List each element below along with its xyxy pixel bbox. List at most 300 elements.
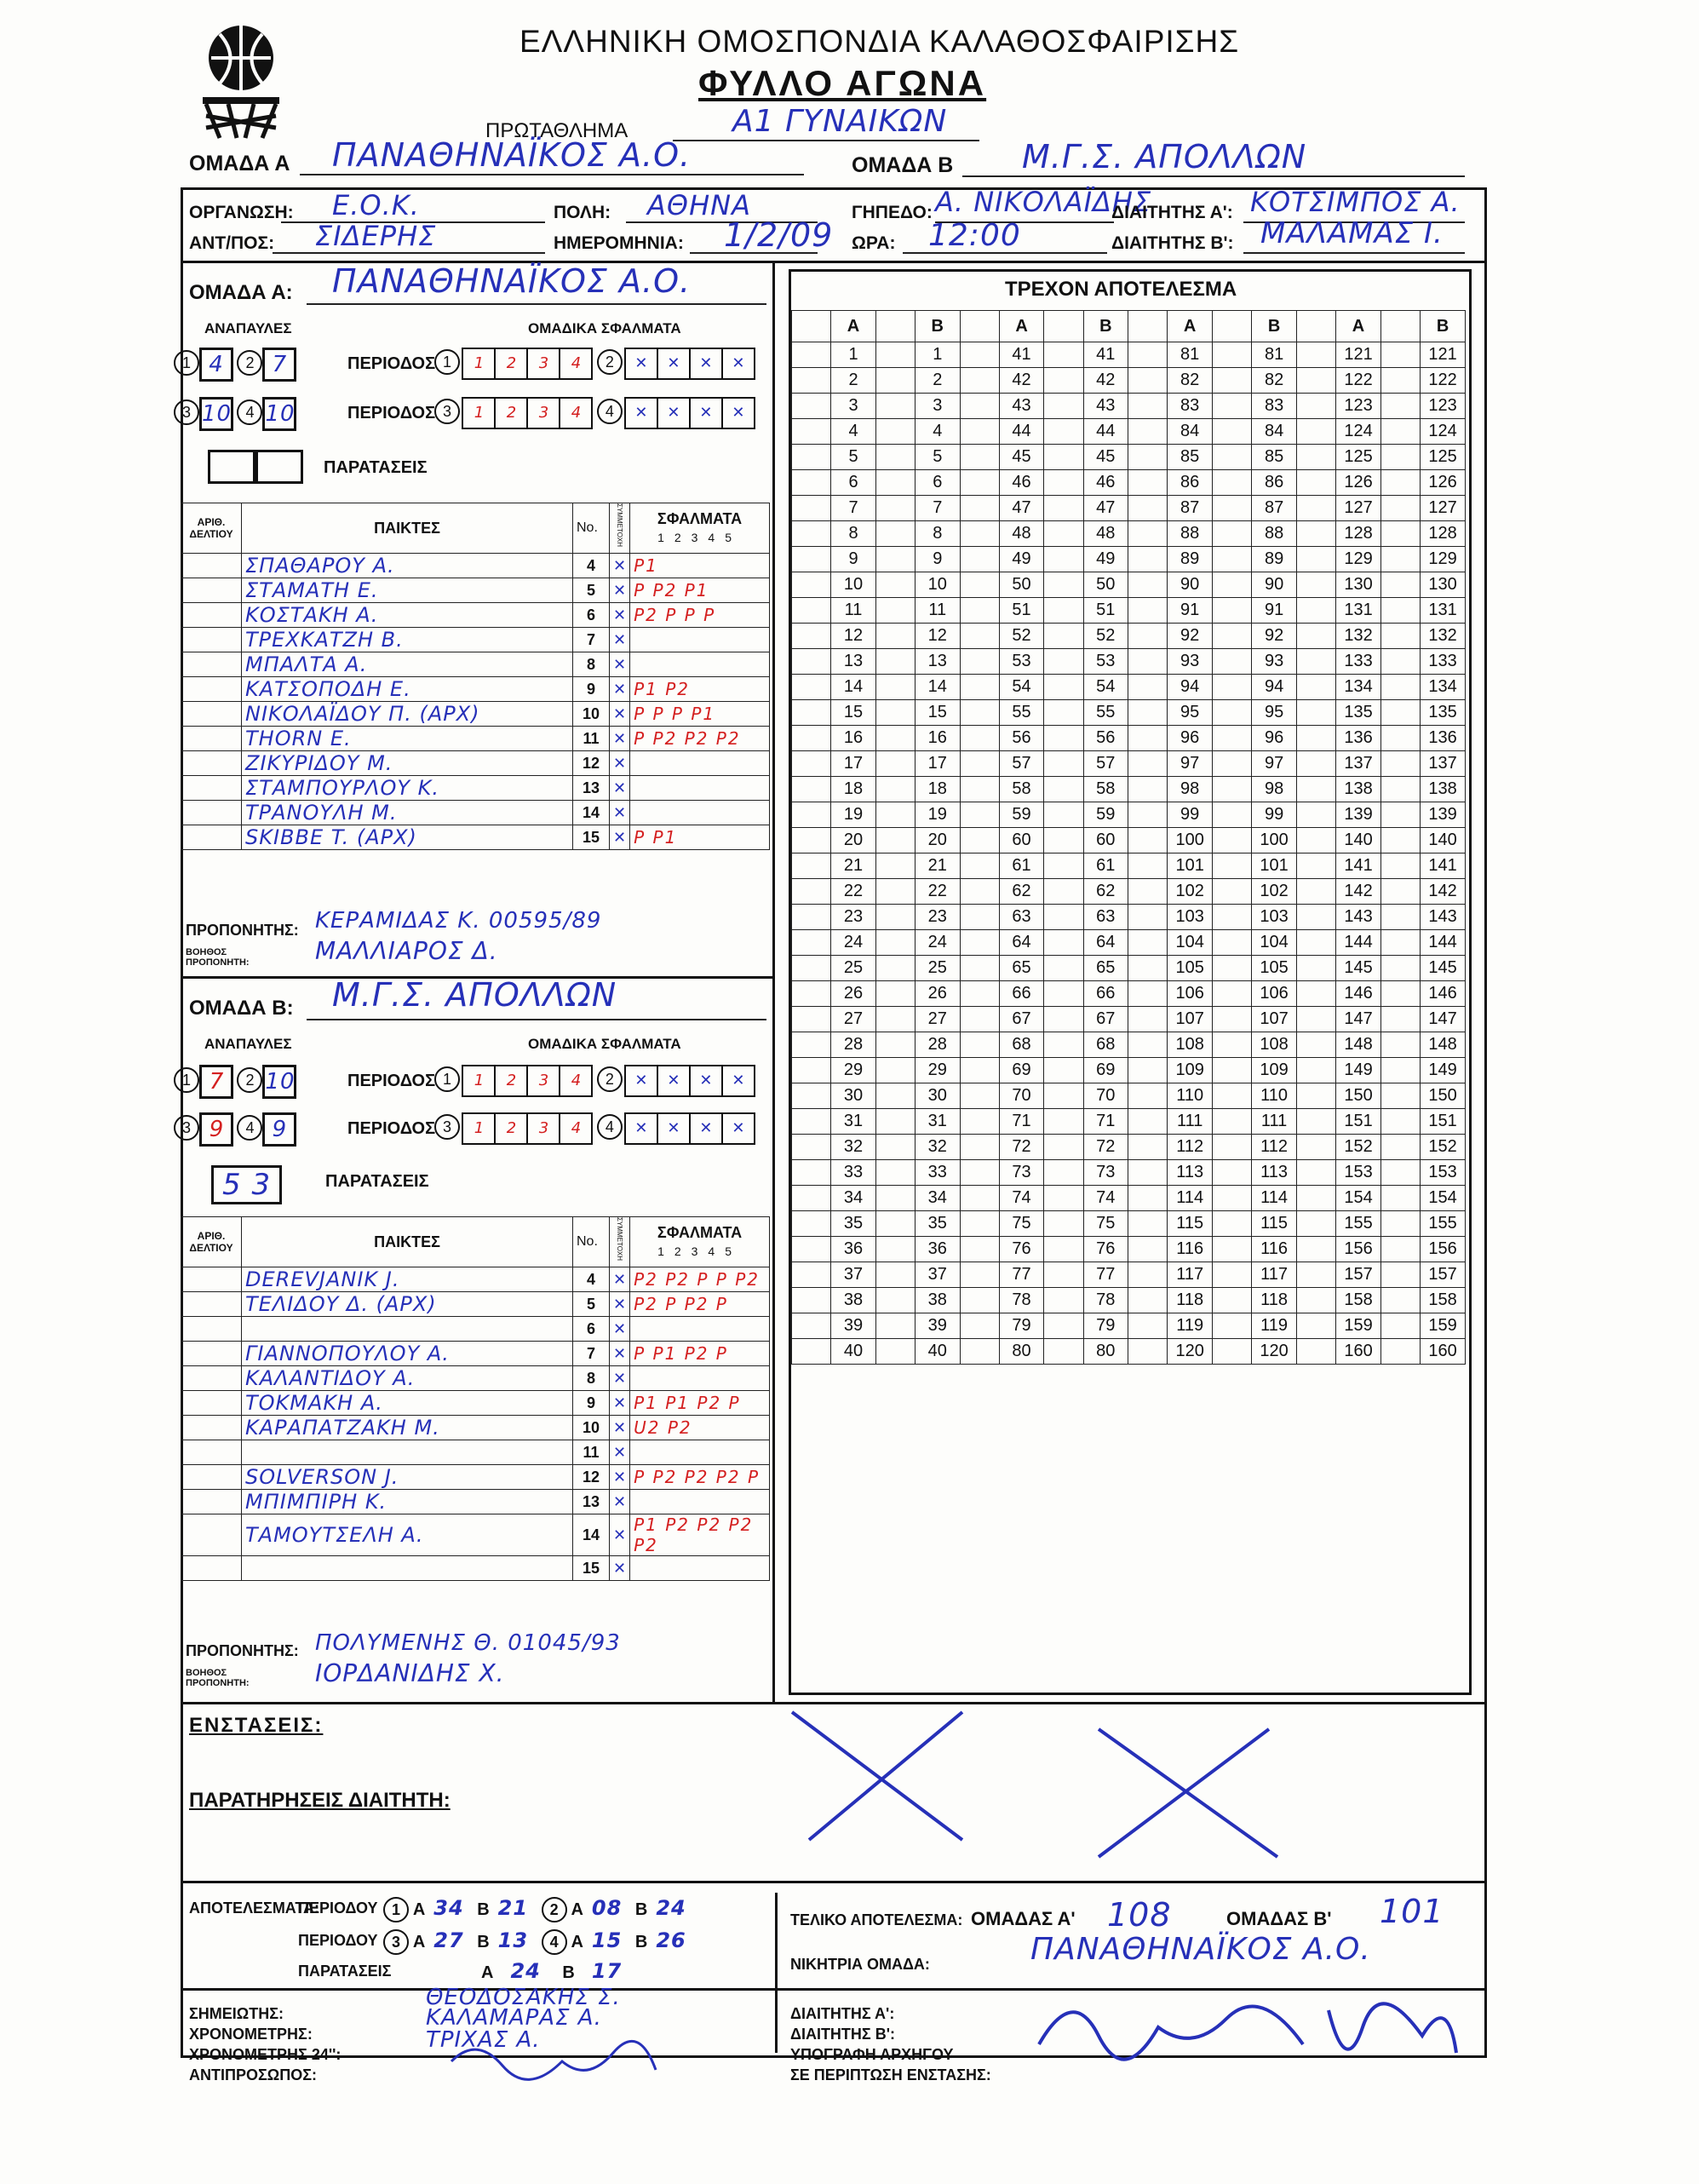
mark-cell[interactable] bbox=[1213, 675, 1252, 700]
score-cell[interactable]: 67 bbox=[1083, 1007, 1128, 1032]
mark-cell[interactable] bbox=[792, 1186, 831, 1211]
mark-cell[interactable] bbox=[1128, 751, 1168, 777]
score-cell[interactable]: 97 bbox=[1168, 751, 1213, 777]
score-cell[interactable]: 144 bbox=[1421, 930, 1466, 956]
score-cell[interactable]: 117 bbox=[1168, 1262, 1213, 1288]
entered-checkbox[interactable]: ✕ bbox=[610, 825, 630, 850]
mark-cell[interactable] bbox=[1044, 726, 1083, 751]
mark-cell[interactable] bbox=[1128, 624, 1168, 649]
score-cell[interactable]: 129 bbox=[1336, 547, 1381, 572]
mark-cell[interactable] bbox=[960, 1109, 999, 1135]
mark-cell[interactable] bbox=[1380, 853, 1420, 879]
score-cell[interactable]: 46 bbox=[1083, 470, 1128, 496]
score-cell[interactable]: 29 bbox=[831, 1058, 876, 1083]
score-cell[interactable]: 81 bbox=[1252, 342, 1297, 368]
score-cell[interactable]: 50 bbox=[999, 572, 1044, 598]
score-cell[interactable]: 143 bbox=[1421, 905, 1466, 930]
score-cell[interactable]: 46 bbox=[999, 470, 1044, 496]
score-cell[interactable]: 56 bbox=[1083, 726, 1128, 751]
score-cell[interactable]: 135 bbox=[1336, 700, 1381, 726]
mark-cell[interactable] bbox=[1128, 496, 1168, 521]
entered-checkbox[interactable]: ✕ bbox=[610, 1490, 630, 1514]
entered-checkbox[interactable]: ✕ bbox=[610, 1556, 630, 1581]
mark-cell[interactable] bbox=[960, 1058, 999, 1083]
mark-cell[interactable] bbox=[875, 368, 915, 394]
score-cell[interactable]: 109 bbox=[1168, 1058, 1213, 1083]
mark-cell[interactable] bbox=[1128, 930, 1168, 956]
score-cell[interactable]: 28 bbox=[916, 1032, 961, 1058]
mark-cell[interactable] bbox=[960, 1186, 999, 1211]
mark-cell[interactable] bbox=[960, 394, 999, 419]
mark-cell[interactable] bbox=[1296, 1288, 1335, 1313]
mark-cell[interactable] bbox=[1380, 981, 1420, 1007]
mark-cell[interactable] bbox=[875, 828, 915, 853]
mark-cell[interactable] bbox=[960, 419, 999, 445]
score-cell[interactable]: 47 bbox=[1083, 496, 1128, 521]
score-cell[interactable]: 123 bbox=[1336, 394, 1381, 419]
score-cell[interactable]: 127 bbox=[1421, 496, 1466, 521]
score-cell[interactable]: 112 bbox=[1252, 1135, 1297, 1160]
score-cell[interactable]: 156 bbox=[1421, 1237, 1466, 1262]
score-cell[interactable]: 94 bbox=[1252, 675, 1297, 700]
mark-cell[interactable] bbox=[875, 1211, 915, 1237]
score-cell[interactable]: 19 bbox=[916, 802, 961, 828]
entered-checkbox[interactable]: ✕ bbox=[610, 1465, 630, 1490]
mark-cell[interactable] bbox=[792, 1211, 831, 1237]
mark-cell[interactable] bbox=[792, 726, 831, 751]
mark-cell[interactable] bbox=[1128, 521, 1168, 547]
score-cell[interactable]: 140 bbox=[1336, 828, 1381, 853]
mark-cell[interactable] bbox=[1380, 342, 1420, 368]
mark-cell[interactable] bbox=[1128, 1211, 1168, 1237]
score-cell[interactable]: 110 bbox=[1252, 1083, 1297, 1109]
score-cell[interactable]: 104 bbox=[1168, 930, 1213, 956]
score-cell[interactable]: 59 bbox=[1083, 802, 1128, 828]
mark-cell[interactable] bbox=[960, 496, 999, 521]
score-cell[interactable]: 14 bbox=[831, 675, 876, 700]
mark-cell[interactable] bbox=[1380, 1032, 1420, 1058]
score-cell[interactable]: 108 bbox=[1168, 1032, 1213, 1058]
mark-cell[interactable] bbox=[875, 470, 915, 496]
score-cell[interactable]: 6 bbox=[831, 470, 876, 496]
score-cell[interactable]: 126 bbox=[1421, 470, 1466, 496]
score-cell[interactable]: 43 bbox=[1083, 394, 1128, 419]
mark-cell[interactable] bbox=[960, 853, 999, 879]
mark-cell[interactable] bbox=[960, 828, 999, 853]
score-cell[interactable]: 78 bbox=[1083, 1288, 1128, 1313]
score-cell[interactable]: 30 bbox=[916, 1083, 961, 1109]
score-cell[interactable]: 65 bbox=[1083, 956, 1128, 981]
entered-checkbox[interactable]: ✕ bbox=[610, 727, 630, 751]
entered-checkbox[interactable]: ✕ bbox=[610, 702, 630, 727]
mark-cell[interactable] bbox=[960, 751, 999, 777]
mark-cell[interactable] bbox=[1128, 828, 1168, 853]
mark-cell[interactable] bbox=[1213, 1313, 1252, 1339]
score-cell[interactable]: 77 bbox=[999, 1262, 1044, 1288]
score-cell[interactable]: 153 bbox=[1336, 1160, 1381, 1186]
score-cell[interactable]: 75 bbox=[1083, 1211, 1128, 1237]
score-cell[interactable]: 47 bbox=[999, 496, 1044, 521]
score-cell[interactable]: 147 bbox=[1421, 1007, 1466, 1032]
mark-cell[interactable] bbox=[875, 700, 915, 726]
score-cell[interactable]: 113 bbox=[1168, 1160, 1213, 1186]
score-cell[interactable]: 45 bbox=[999, 445, 1044, 470]
score-cell[interactable]: 33 bbox=[831, 1160, 876, 1186]
score-cell[interactable]: 26 bbox=[831, 981, 876, 1007]
mark-cell[interactable] bbox=[1213, 956, 1252, 981]
score-cell[interactable]: 15 bbox=[831, 700, 876, 726]
score-cell[interactable]: 92 bbox=[1168, 624, 1213, 649]
score-cell[interactable]: 148 bbox=[1336, 1032, 1381, 1058]
mark-cell[interactable] bbox=[1044, 445, 1083, 470]
score-cell[interactable]: 120 bbox=[1252, 1339, 1297, 1365]
score-cell[interactable]: 9 bbox=[831, 547, 876, 572]
score-cell[interactable]: 86 bbox=[1252, 470, 1297, 496]
score-cell[interactable]: 69 bbox=[1083, 1058, 1128, 1083]
score-cell[interactable]: 77 bbox=[1083, 1262, 1128, 1288]
mark-cell[interactable] bbox=[1380, 1007, 1420, 1032]
mark-cell[interactable] bbox=[1044, 675, 1083, 700]
mark-cell[interactable] bbox=[1213, 1211, 1252, 1237]
mark-cell[interactable] bbox=[960, 1160, 999, 1186]
mark-cell[interactable] bbox=[1296, 905, 1335, 930]
mark-cell[interactable] bbox=[960, 1237, 999, 1262]
mark-cell[interactable] bbox=[960, 649, 999, 675]
entered-checkbox[interactable]: ✕ bbox=[610, 652, 630, 677]
score-cell[interactable]: 123 bbox=[1421, 394, 1466, 419]
timeout-box-2[interactable]: 7 bbox=[262, 348, 296, 382]
score-cell[interactable]: 96 bbox=[1168, 726, 1213, 751]
mark-cell[interactable] bbox=[1296, 624, 1335, 649]
score-cell[interactable]: 35 bbox=[916, 1211, 961, 1237]
entered-checkbox[interactable]: ✕ bbox=[610, 1342, 630, 1366]
mark-cell[interactable] bbox=[1296, 368, 1335, 394]
score-cell[interactable]: 24 bbox=[831, 930, 876, 956]
mark-cell[interactable] bbox=[960, 547, 999, 572]
mark-cell[interactable] bbox=[1128, 1032, 1168, 1058]
mark-cell[interactable] bbox=[1044, 649, 1083, 675]
mark-cell[interactable] bbox=[875, 1186, 915, 1211]
mark-cell[interactable] bbox=[1044, 1237, 1083, 1262]
score-cell[interactable]: 124 bbox=[1421, 419, 1466, 445]
mark-cell[interactable] bbox=[792, 1032, 831, 1058]
mark-cell[interactable] bbox=[875, 547, 915, 572]
score-cell[interactable]: 139 bbox=[1336, 802, 1381, 828]
score-cell[interactable]: 83 bbox=[1252, 394, 1297, 419]
score-cell[interactable]: 114 bbox=[1168, 1186, 1213, 1211]
mark-cell[interactable] bbox=[1128, 394, 1168, 419]
mark-cell[interactable] bbox=[1296, 1032, 1335, 1058]
score-cell[interactable]: 158 bbox=[1336, 1288, 1381, 1313]
score-cell[interactable]: 155 bbox=[1421, 1211, 1466, 1237]
mark-cell[interactable] bbox=[1213, 700, 1252, 726]
score-cell[interactable]: 159 bbox=[1421, 1313, 1466, 1339]
mark-cell[interactable] bbox=[1213, 445, 1252, 470]
mark-cell[interactable] bbox=[1296, 981, 1335, 1007]
mark-cell[interactable] bbox=[1128, 879, 1168, 905]
score-cell[interactable]: 80 bbox=[999, 1339, 1044, 1365]
mark-cell[interactable] bbox=[792, 368, 831, 394]
score-cell[interactable]: 89 bbox=[1168, 547, 1213, 572]
entered-checkbox[interactable]: ✕ bbox=[610, 801, 630, 825]
mark-cell[interactable] bbox=[1044, 981, 1083, 1007]
score-cell[interactable]: 87 bbox=[1168, 496, 1213, 521]
mark-cell[interactable] bbox=[1044, 470, 1083, 496]
mark-cell[interactable] bbox=[875, 521, 915, 547]
score-cell[interactable]: 91 bbox=[1168, 598, 1213, 624]
score-cell[interactable]: 111 bbox=[1168, 1109, 1213, 1135]
mark-cell[interactable] bbox=[1044, 547, 1083, 572]
mark-cell[interactable] bbox=[1296, 598, 1335, 624]
timeout-box-4[interactable]: 9 bbox=[262, 1112, 296, 1147]
mark-cell[interactable] bbox=[875, 1135, 915, 1160]
score-cell[interactable]: 51 bbox=[1083, 598, 1128, 624]
mark-cell[interactable] bbox=[1128, 726, 1168, 751]
mark-cell[interactable] bbox=[1044, 1313, 1083, 1339]
score-cell[interactable]: 55 bbox=[999, 700, 1044, 726]
mark-cell[interactable] bbox=[1296, 1083, 1335, 1109]
score-cell[interactable]: 32 bbox=[831, 1135, 876, 1160]
mark-cell[interactable] bbox=[1380, 1109, 1420, 1135]
mark-cell[interactable] bbox=[1213, 470, 1252, 496]
score-cell[interactable]: 127 bbox=[1336, 496, 1381, 521]
mark-cell[interactable] bbox=[1296, 802, 1335, 828]
mark-cell[interactable] bbox=[1213, 1083, 1252, 1109]
score-cell[interactable]: 14 bbox=[916, 675, 961, 700]
mark-cell[interactable] bbox=[1128, 956, 1168, 981]
mark-cell[interactable] bbox=[875, 419, 915, 445]
mark-cell[interactable] bbox=[1213, 751, 1252, 777]
mark-cell[interactable] bbox=[792, 802, 831, 828]
mark-cell[interactable] bbox=[1380, 572, 1420, 598]
mark-cell[interactable] bbox=[960, 1262, 999, 1288]
score-cell[interactable]: 57 bbox=[999, 751, 1044, 777]
mark-cell[interactable] bbox=[1044, 1211, 1083, 1237]
score-cell[interactable]: 33 bbox=[916, 1160, 961, 1186]
mark-cell[interactable] bbox=[792, 981, 831, 1007]
entered-checkbox[interactable]: ✕ bbox=[610, 1416, 630, 1440]
mark-cell[interactable] bbox=[875, 726, 915, 751]
mark-cell[interactable] bbox=[1380, 777, 1420, 802]
score-cell[interactable]: 21 bbox=[831, 853, 876, 879]
score-cell[interactable]: 67 bbox=[999, 1007, 1044, 1032]
score-cell[interactable]: 62 bbox=[999, 879, 1044, 905]
score-cell[interactable]: 150 bbox=[1421, 1083, 1466, 1109]
mark-cell[interactable] bbox=[875, 445, 915, 470]
mark-cell[interactable] bbox=[1213, 1339, 1252, 1365]
score-cell[interactable]: 112 bbox=[1168, 1135, 1213, 1160]
mark-cell[interactable] bbox=[875, 956, 915, 981]
score-cell[interactable]: 48 bbox=[999, 521, 1044, 547]
mark-cell[interactable] bbox=[960, 1083, 999, 1109]
score-cell[interactable]: 157 bbox=[1421, 1262, 1466, 1288]
mark-cell[interactable] bbox=[1213, 649, 1252, 675]
mark-cell[interactable] bbox=[1044, 1262, 1083, 1288]
mark-cell[interactable] bbox=[1296, 1262, 1335, 1288]
mark-cell[interactable] bbox=[960, 470, 999, 496]
score-cell[interactable]: 107 bbox=[1252, 1007, 1297, 1032]
score-cell[interactable]: 160 bbox=[1336, 1339, 1381, 1365]
score-cell[interactable]: 116 bbox=[1252, 1237, 1297, 1262]
mark-cell[interactable] bbox=[1213, 394, 1252, 419]
score-cell[interactable]: 99 bbox=[1252, 802, 1297, 828]
mark-cell[interactable] bbox=[1380, 624, 1420, 649]
mark-cell[interactable] bbox=[1296, 470, 1335, 496]
score-cell[interactable]: 71 bbox=[1083, 1109, 1128, 1135]
mark-cell[interactable] bbox=[960, 572, 999, 598]
score-cell[interactable]: 37 bbox=[831, 1262, 876, 1288]
mark-cell[interactable] bbox=[792, 598, 831, 624]
mark-cell[interactable] bbox=[792, 879, 831, 905]
score-cell[interactable]: 54 bbox=[1083, 675, 1128, 700]
score-cell[interactable]: 132 bbox=[1336, 624, 1381, 649]
score-cell[interactable]: 19 bbox=[831, 802, 876, 828]
mark-cell[interactable] bbox=[960, 956, 999, 981]
mark-cell[interactable] bbox=[1128, 1186, 1168, 1211]
score-cell[interactable]: 55 bbox=[1083, 700, 1128, 726]
score-cell[interactable]: 84 bbox=[1252, 419, 1297, 445]
mark-cell[interactable] bbox=[1213, 1007, 1252, 1032]
entered-checkbox[interactable]: ✕ bbox=[610, 776, 630, 801]
mark-cell[interactable] bbox=[792, 547, 831, 572]
mark-cell[interactable] bbox=[792, 521, 831, 547]
mark-cell[interactable] bbox=[792, 394, 831, 419]
mark-cell[interactable] bbox=[875, 1313, 915, 1339]
mark-cell[interactable] bbox=[1296, 445, 1335, 470]
mark-cell[interactable] bbox=[875, 572, 915, 598]
timeout-box-1[interactable]: 4 bbox=[199, 348, 233, 382]
mark-cell[interactable] bbox=[792, 496, 831, 521]
mark-cell[interactable] bbox=[875, 751, 915, 777]
mark-cell[interactable] bbox=[1044, 802, 1083, 828]
score-cell[interactable]: 38 bbox=[831, 1288, 876, 1313]
score-cell[interactable]: 99 bbox=[1168, 802, 1213, 828]
score-cell[interactable]: 137 bbox=[1421, 751, 1466, 777]
score-cell[interactable]: 137 bbox=[1336, 751, 1381, 777]
score-cell[interactable]: 101 bbox=[1252, 853, 1297, 879]
score-cell[interactable]: 90 bbox=[1252, 572, 1297, 598]
mark-cell[interactable] bbox=[1296, 1160, 1335, 1186]
score-cell[interactable]: 8 bbox=[831, 521, 876, 547]
score-cell[interactable]: 91 bbox=[1252, 598, 1297, 624]
mark-cell[interactable] bbox=[875, 342, 915, 368]
score-cell[interactable]: 160 bbox=[1421, 1339, 1466, 1365]
mark-cell[interactable] bbox=[960, 445, 999, 470]
timeout-box-1[interactable]: 7 bbox=[199, 1065, 233, 1099]
mark-cell[interactable] bbox=[1213, 1160, 1252, 1186]
score-cell[interactable]: 34 bbox=[916, 1186, 961, 1211]
mark-cell[interactable] bbox=[1296, 496, 1335, 521]
mark-cell[interactable] bbox=[792, 1135, 831, 1160]
mark-cell[interactable] bbox=[875, 624, 915, 649]
mark-cell[interactable] bbox=[960, 1007, 999, 1032]
score-cell[interactable]: 18 bbox=[831, 777, 876, 802]
entered-checkbox[interactable]: ✕ bbox=[610, 1366, 630, 1391]
score-cell[interactable]: 142 bbox=[1336, 879, 1381, 905]
mark-cell[interactable] bbox=[960, 1135, 999, 1160]
score-cell[interactable]: 154 bbox=[1336, 1186, 1381, 1211]
score-cell[interactable]: 1 bbox=[916, 342, 961, 368]
score-cell[interactable]: 23 bbox=[831, 905, 876, 930]
entered-checkbox[interactable]: ✕ bbox=[610, 1317, 630, 1342]
score-cell[interactable]: 63 bbox=[1083, 905, 1128, 930]
score-cell[interactable]: 18 bbox=[916, 777, 961, 802]
mark-cell[interactable] bbox=[1296, 342, 1335, 368]
score-cell[interactable]: 103 bbox=[1168, 905, 1213, 930]
mark-cell[interactable] bbox=[1380, 1186, 1420, 1211]
mark-cell[interactable] bbox=[875, 930, 915, 956]
score-cell[interactable]: 56 bbox=[999, 726, 1044, 751]
score-cell[interactable]: 126 bbox=[1336, 470, 1381, 496]
score-cell[interactable]: 11 bbox=[916, 598, 961, 624]
score-cell[interactable]: 53 bbox=[1083, 649, 1128, 675]
score-cell[interactable]: 152 bbox=[1336, 1135, 1381, 1160]
score-cell[interactable]: 51 bbox=[999, 598, 1044, 624]
score-cell[interactable]: 89 bbox=[1252, 547, 1297, 572]
mark-cell[interactable] bbox=[1044, 1160, 1083, 1186]
score-cell[interactable]: 130 bbox=[1421, 572, 1466, 598]
mark-cell[interactable] bbox=[1128, 1339, 1168, 1365]
score-cell[interactable]: 113 bbox=[1252, 1160, 1297, 1186]
score-cell[interactable]: 82 bbox=[1252, 368, 1297, 394]
mark-cell[interactable] bbox=[1128, 853, 1168, 879]
entered-checkbox[interactable]: ✕ bbox=[610, 677, 630, 702]
score-cell[interactable]: 118 bbox=[1252, 1288, 1297, 1313]
score-cell[interactable]: 83 bbox=[1168, 394, 1213, 419]
score-cell[interactable]: 92 bbox=[1252, 624, 1297, 649]
mark-cell[interactable] bbox=[1380, 879, 1420, 905]
mark-cell[interactable] bbox=[1380, 649, 1420, 675]
score-cell[interactable]: 86 bbox=[1168, 470, 1213, 496]
score-cell[interactable]: 11 bbox=[831, 598, 876, 624]
score-cell[interactable]: 107 bbox=[1168, 1007, 1213, 1032]
mark-cell[interactable] bbox=[1380, 1313, 1420, 1339]
mark-cell[interactable] bbox=[1044, 879, 1083, 905]
score-cell[interactable]: 40 bbox=[831, 1339, 876, 1365]
mark-cell[interactable] bbox=[1380, 1339, 1420, 1365]
score-cell[interactable]: 96 bbox=[1252, 726, 1297, 751]
score-cell[interactable]: 16 bbox=[916, 726, 961, 751]
mark-cell[interactable] bbox=[792, 1339, 831, 1365]
mark-cell[interactable] bbox=[792, 675, 831, 700]
score-cell[interactable]: 17 bbox=[831, 751, 876, 777]
mark-cell[interactable] bbox=[1213, 1135, 1252, 1160]
mark-cell[interactable] bbox=[792, 1007, 831, 1032]
score-cell[interactable]: 25 bbox=[831, 956, 876, 981]
score-cell[interactable]: 20 bbox=[831, 828, 876, 853]
entered-checkbox[interactable]: ✕ bbox=[610, 1440, 630, 1465]
mark-cell[interactable] bbox=[1128, 1135, 1168, 1160]
score-cell[interactable]: 61 bbox=[999, 853, 1044, 879]
mark-cell[interactable] bbox=[1044, 828, 1083, 853]
mark-cell[interactable] bbox=[1380, 1288, 1420, 1313]
score-cell[interactable]: 49 bbox=[1083, 547, 1128, 572]
mark-cell[interactable] bbox=[1128, 1007, 1168, 1032]
mark-cell[interactable] bbox=[1296, 1058, 1335, 1083]
score-cell[interactable]: 39 bbox=[916, 1313, 961, 1339]
score-cell[interactable]: 27 bbox=[831, 1007, 876, 1032]
score-cell[interactable]: 70 bbox=[1083, 1083, 1128, 1109]
mark-cell[interactable] bbox=[1213, 1109, 1252, 1135]
score-cell[interactable]: 120 bbox=[1168, 1339, 1213, 1365]
score-cell[interactable]: 1 bbox=[831, 342, 876, 368]
score-cell[interactable]: 93 bbox=[1168, 649, 1213, 675]
mark-cell[interactable] bbox=[1213, 624, 1252, 649]
mark-cell[interactable] bbox=[1128, 1262, 1168, 1288]
mark-cell[interactable] bbox=[960, 905, 999, 930]
mark-cell[interactable] bbox=[792, 419, 831, 445]
score-cell[interactable]: 8 bbox=[916, 521, 961, 547]
